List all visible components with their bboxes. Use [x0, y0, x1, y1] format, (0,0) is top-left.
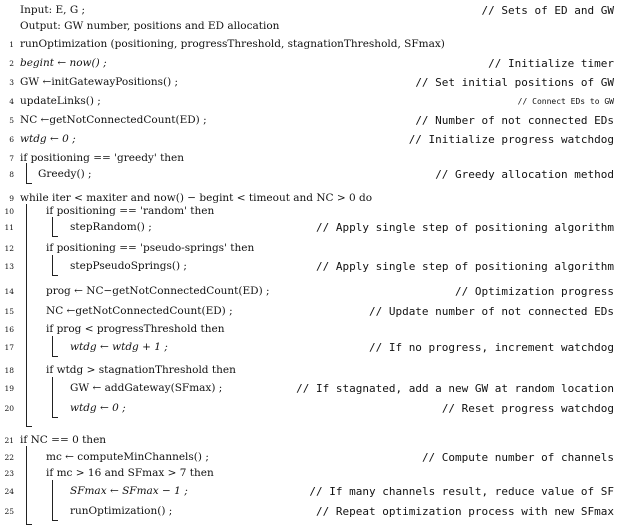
- algo-line-13: [0, 258, 620, 276]
- algo-line-18: [0, 362, 620, 380]
- line-number: 3: [9, 78, 14, 87]
- line-number: 14: [4, 287, 14, 296]
- line-number: 17: [4, 343, 14, 352]
- block-tick: [52, 275, 58, 276]
- algo-line-14: [0, 283, 620, 301]
- algo-line-2: [0, 55, 620, 73]
- algo-line-23: [0, 465, 620, 483]
- line-number: 21: [4, 436, 14, 445]
- line-code: begint ← now() ;: [20, 57, 107, 69]
- block-tick: [52, 356, 58, 357]
- output-text: Output: GW number, positions and ED allocation: [20, 20, 280, 32]
- line-comment: // Initialize timer: [488, 57, 614, 70]
- algo-line-8: [0, 166, 620, 184]
- line-comment: // Set initial positions of GW: [415, 76, 614, 89]
- line-code: Greedy() ;: [38, 168, 92, 180]
- block-tick: [26, 183, 32, 184]
- line-code: wtdg ← wtdg + 1 ;: [70, 341, 168, 353]
- line-number: 12: [4, 244, 14, 253]
- algo-line-6: [0, 131, 620, 149]
- line-comment: // If many channels result, reduce value of SF: [309, 485, 614, 498]
- input-text: Input: E, G ;: [20, 4, 86, 16]
- line-number: 1: [9, 40, 14, 49]
- line-code: wtdg ← 0 ;: [20, 133, 76, 145]
- line-code: runOptimization() ;: [70, 505, 173, 517]
- line-number: 4: [9, 97, 14, 106]
- line-number: 15: [4, 307, 14, 316]
- line-code: stepRandom() ;: [70, 221, 152, 233]
- line-number: 11: [4, 223, 14, 232]
- line-number: 25: [4, 507, 14, 516]
- algo-line-3: [0, 74, 620, 92]
- line-code: GW ←initGatewayPositions() ;: [20, 76, 179, 88]
- line-comment: // If stagnated, add a new GW at random location: [296, 382, 614, 395]
- line-code: if positioning == 'random' then: [46, 205, 215, 217]
- algo-line-16: [0, 321, 620, 339]
- line-comment: // Optimization progress: [455, 285, 614, 298]
- while-tick: [26, 426, 32, 427]
- line-code: NC ←getNotConnectedCount(ED) ;: [20, 114, 207, 126]
- line-number: 13: [4, 262, 14, 271]
- algo-line-1: [0, 36, 620, 54]
- line-number: 22: [4, 453, 14, 462]
- line-number: 24: [4, 487, 14, 496]
- line-comment: // Apply single step of positioning algorithm: [315, 260, 614, 273]
- line-code: runOptimization (positioning, progressThreshold, stagnationThreshold, SFmax): [20, 38, 445, 50]
- line-number: 18: [4, 366, 14, 375]
- algo-line-11: [0, 219, 620, 237]
- output-line: [0, 18, 620, 36]
- line-code: if mc > 16 and SFmax > 7 then: [46, 467, 214, 479]
- block-tick: [52, 520, 58, 521]
- line-number: 19: [4, 384, 14, 393]
- block-bar: [52, 336, 53, 356]
- line-code: while iter < maxiter and now() − begint < timeout and NC > 0 do: [20, 192, 373, 204]
- algo-line-25: [0, 503, 620, 521]
- if-tick: [26, 524, 32, 525]
- block-bar: [52, 480, 53, 520]
- block-bar: [52, 377, 53, 417]
- line-code: if wtdg > stagnationThreshold then: [46, 364, 236, 376]
- line-comment: // Greedy allocation method: [435, 168, 614, 181]
- algo-line-20: [0, 400, 620, 418]
- line-number: 6: [9, 135, 14, 144]
- algo-line-5: [0, 112, 620, 130]
- line-code: if positioning == 'pseudo-springs' then: [46, 242, 255, 254]
- line-comment: // Reset progress watchdog: [441, 402, 614, 415]
- line-number: 23: [4, 469, 14, 478]
- line-number: 8: [9, 170, 14, 179]
- line-comment: // Initialize progress watchdog: [408, 133, 614, 146]
- line-code: SFmax ← SFmax − 1 ;: [70, 485, 188, 497]
- line-code: GW ← addGateway(SFmax) ;: [70, 382, 223, 394]
- line-code: updateLinks() ;: [20, 95, 101, 107]
- line-code: NC ←getNotConnectedCount(ED) ;: [46, 305, 233, 317]
- algo-line-19: [0, 380, 620, 398]
- line-code: if positioning == 'greedy' then: [20, 152, 185, 164]
- block-bar: [52, 255, 53, 275]
- block-bar: [52, 217, 53, 236]
- algo-line-24: [0, 483, 620, 501]
- line-code: wtdg ← 0 ;: [70, 402, 126, 414]
- block-tick: [52, 417, 58, 418]
- algo-line-15: [0, 303, 620, 321]
- line-comment: // Apply single step of positioning algorithm: [315, 221, 614, 234]
- block-bar: [26, 163, 27, 183]
- line-number: 10: [4, 207, 14, 216]
- line-code: prog ← NC−getNotConnectedCount(ED) ;: [46, 285, 270, 297]
- line-comment: // Repeat optimization process with new SFmax: [315, 505, 614, 518]
- line-number: 2: [9, 59, 14, 68]
- algo-line-21: [0, 432, 620, 450]
- line-number: 20: [4, 404, 14, 413]
- line-comment: // Connect EDs to GW: [517, 97, 614, 106]
- line-comment: // Compute number of channels: [421, 451, 614, 464]
- line-number: 9: [9, 194, 14, 203]
- line-comment: // Update number of not connected EDs: [368, 305, 614, 318]
- line-number: 16: [4, 325, 14, 334]
- block-tick: [52, 236, 58, 237]
- line-number: 5: [9, 116, 14, 125]
- algo-line-4: [0, 93, 620, 111]
- input-comment: // Sets of ED and GW: [481, 4, 614, 17]
- line-number: 7: [9, 154, 14, 163]
- line-comment: // If no progress, increment watchdog: [368, 341, 614, 354]
- line-code: stepPseudoSprings() ;: [70, 260, 187, 272]
- algo-line-12: [0, 240, 620, 258]
- line-code: if prog < progressThreshold then: [46, 323, 225, 335]
- line-code: if NC == 0 then: [20, 434, 107, 446]
- line-code: mc ← computeMinChannels() ;: [46, 451, 209, 463]
- line-comment: // Number of not connected EDs: [415, 114, 614, 127]
- algo-line-17: [0, 339, 620, 357]
